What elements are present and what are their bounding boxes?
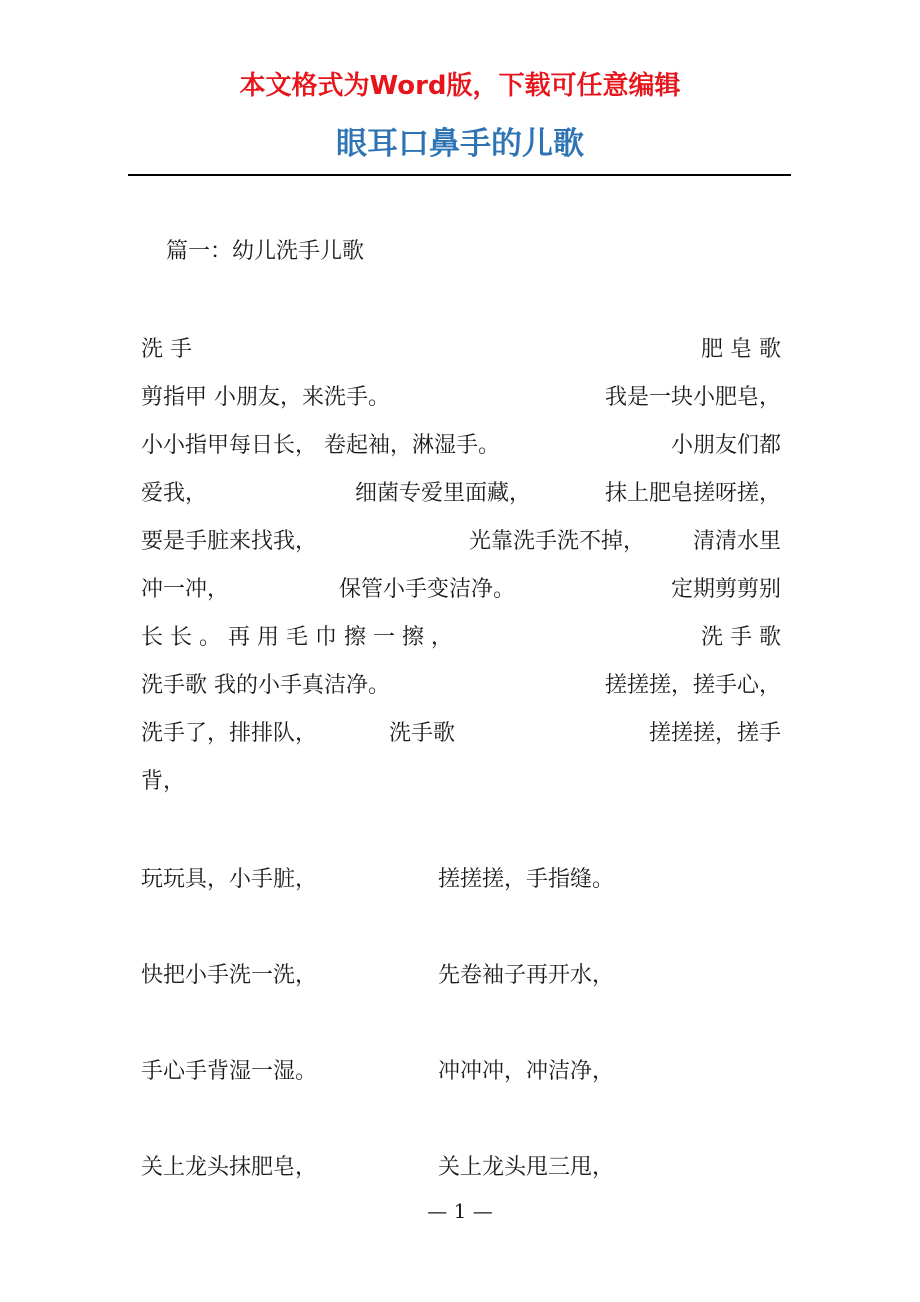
line-right-text: 抹上肥皂搓呀搓， — [604, 481, 781, 506]
line-left-text: 洗手歌 我的小手真洁净。 — [141, 673, 390, 698]
line-left-text: 手心手背湿一湿。 — [141, 1059, 318, 1084]
line-left-text: 玩玩具，小手脏， — [141, 867, 318, 892]
page-number: — 1 — — [427, 1199, 493, 1223]
text-line — [141, 380, 781, 416]
text-line — [141, 958, 781, 994]
line-middle-text: 保管小手变洁净。 — [339, 577, 516, 602]
line-left-text: 小小指甲每日长， 卷起袖，淋湿手。 — [141, 433, 500, 458]
text-line — [141, 862, 781, 898]
line-right-text: 肥 皂 歌 — [701, 337, 781, 362]
line-left-text: 冲一冲， — [141, 577, 230, 602]
line-left-text: 背， — [141, 769, 186, 794]
line-middle-text: 先卷袖子再开水， — [438, 963, 615, 988]
document-title: 眼耳口鼻手的儿歌 — [336, 126, 584, 162]
line-left-text: 洗手了，排排队， — [141, 721, 318, 746]
text-line — [141, 572, 781, 608]
line-left-text: 剪指甲 小朋友，来洗手。 — [141, 385, 390, 410]
line-middle-text: 关上龙头甩三甩， — [438, 1155, 615, 1180]
line-middle-text: 搓搓搓，手指缝。 — [438, 867, 615, 892]
line-right-text: 我是一块小肥皂， — [604, 385, 781, 410]
text-line — [141, 668, 781, 704]
format-notice-banner: 本文格式为Word版，下载可任意编辑 — [239, 71, 681, 101]
line-right-text: 定期剪剪别 — [670, 577, 781, 602]
text-line — [141, 620, 781, 656]
line-middle-text: 冲冲冲，冲洁净， — [438, 1059, 615, 1084]
text-line — [141, 332, 781, 368]
line-left-text: 要是手脏来找我， — [141, 529, 318, 554]
line-middle-text: 洗手歌 — [389, 721, 456, 746]
text-line — [141, 476, 781, 512]
text-line — [141, 1150, 781, 1186]
line-right-text: 小朋友们都 — [670, 433, 781, 458]
text-line — [141, 764, 781, 800]
line-left-text: 爱我， — [141, 481, 208, 506]
title-divider — [128, 174, 791, 176]
line-right-text: 搓搓搓，搓手 — [648, 721, 781, 746]
text-line — [141, 524, 781, 560]
line-right-text: 洗 手 歌 — [701, 625, 781, 650]
line-left-text: 快把小手洗一洗， — [141, 963, 318, 988]
line-left-text: 长 长 。 再 用 毛 巾 擦 一 擦 ， — [141, 625, 453, 650]
line-right-text: 清清水里 — [692, 529, 781, 554]
text-line — [141, 716, 781, 752]
line-middle-text: 细菌专爱里面藏， — [355, 481, 532, 506]
line-right-text: 搓搓搓，搓手心， — [604, 673, 781, 698]
section-heading: 篇一：幼儿洗手儿歌 — [166, 239, 365, 264]
text-line — [141, 428, 781, 464]
text-line — [141, 1054, 781, 1090]
line-left-text: 关上龙头抹肥皂， — [141, 1155, 318, 1180]
line-middle-text: 光靠洗手洗不掉， — [469, 529, 646, 554]
line-left-text: 洗 手 — [141, 337, 192, 362]
